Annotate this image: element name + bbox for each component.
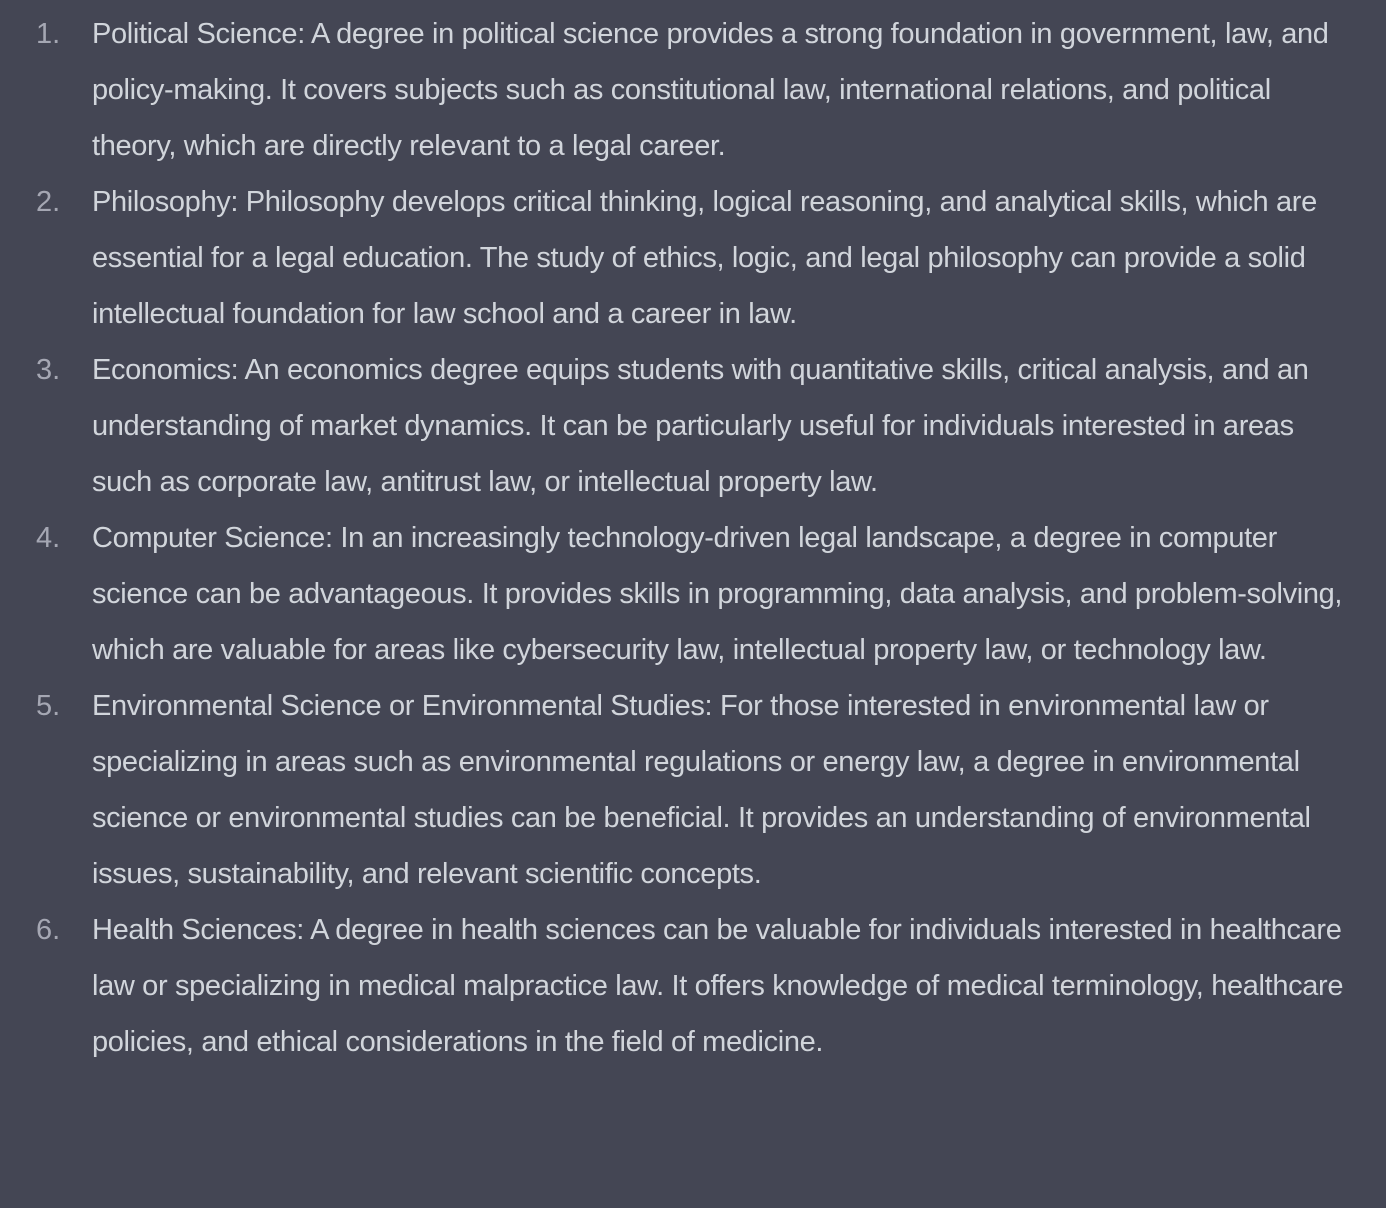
list-item-number: 6. xyxy=(36,914,61,946)
list-item xyxy=(0,678,1356,902)
list-item xyxy=(0,6,1356,174)
list-item xyxy=(0,174,1356,342)
list-item-text: Political Science: A degree in political science provides a strong foundation in government, law, and policy-making. It covers subjects such as constitutional law, international relations, and political theory, which are directly relevant to a legal career. xyxy=(92,18,1329,162)
list-item-number: 4. xyxy=(36,522,61,554)
list-item-number: 2. xyxy=(36,186,61,218)
list-item xyxy=(0,342,1356,510)
list-item xyxy=(0,902,1356,1070)
list-item-text: Environmental Science or Environmental Studies: For those interested in environmental law or specializing in areas such as environmental regulations or energy law, a degree in environmental science or environmental studies can be beneficial. It provides an understanding of environmental issues, sustainability, and relevant scientific concepts. xyxy=(92,690,1311,890)
list-item-number: 5. xyxy=(36,690,61,722)
degree-list xyxy=(0,6,1356,1070)
list-item-text: Economics: An economics degree equips students with quantitative skills, critical analysis, and an understanding of market dynamics. It can be particularly useful for individuals interested in areas such as corporate law, antitrust law, or intellectual property law. xyxy=(92,354,1309,498)
list-item-number: 3. xyxy=(36,354,61,386)
list-item-number: 1. xyxy=(36,18,61,50)
list-item-text: Computer Science: In an increasingly technology-driven legal landscape, a degree in computer science can be advantageous. It provides skills in programming, data analysis, and problem-solving, which are valuable for areas like cybersecurity law, intellectual property law, or technology law. xyxy=(92,522,1343,666)
list-item xyxy=(0,510,1356,678)
list-item-text: Philosophy: Philosophy develops critical thinking, logical reasoning, and analytical skills, which are essential for a legal education. The study of ethics, logic, and legal philosophy can provide a solid intellectual foundation for law school and a career in law. xyxy=(92,186,1317,330)
list-item-text: Health Sciences: A degree in health sciences can be valuable for individuals interested in healthcare law or specializing in medical malpractice law. It offers knowledge of medical terminology, healthcare policies, and ethical considerations in the field of medicine. xyxy=(92,914,1344,1058)
